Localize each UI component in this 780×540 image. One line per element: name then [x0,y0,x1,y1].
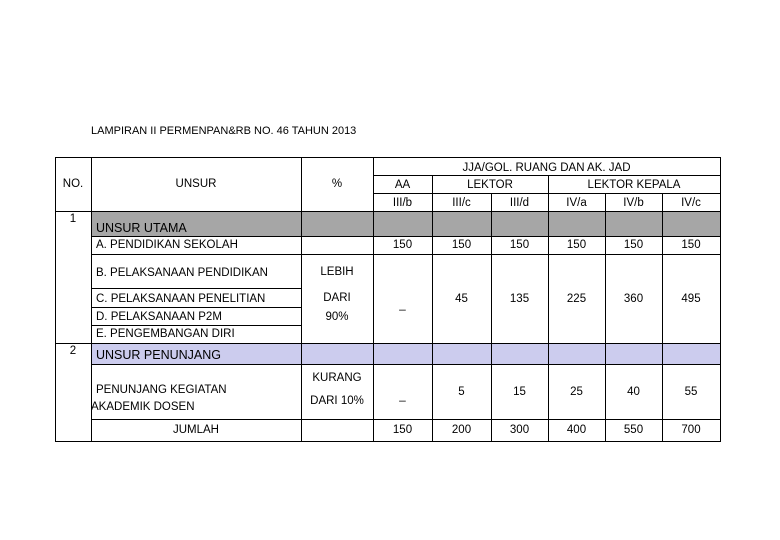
pendidikan-value-iii-b: 150 [392,239,413,251]
pendidikan-value-iv-c: 150 [681,239,701,251]
pendidikan-sekolah-label: A. PENDIDIKAN SEKOLAH [96,239,238,251]
jumlah-value-iv-b: 550 [623,424,644,436]
row-number-2: 2 [69,345,77,357]
penunjang-value-iv-a: 25 [570,386,583,398]
document-title: LAMPIRAN II PERMENPAN&RB NO. 46 TAHUN 2013 [91,125,357,137]
penunjang-label-line1: PENUNJANG KEGIATAN [96,384,227,396]
pendidikan-value-iv-b: 150 [623,239,644,251]
jumlah-value-iv-c: 700 [681,424,701,436]
utama-value-iii-c: 45 [455,293,468,305]
jumlah-value-iii-c: 200 [451,424,472,436]
penunjang-value-iv-c: 55 [684,386,698,398]
jumlah-label: JUMLAH [172,424,219,436]
pelaksanaan-p2m-label: D. PELAKSANAAN P2M [96,311,222,323]
penunjang-value-iv-b: 40 [627,386,640,398]
penunjang-value-iii-b: _ [399,390,406,402]
header-lektor: LEKTOR [467,179,513,191]
header-persen: % [331,178,343,190]
persen-penunjang-line1: KURANG [312,372,362,384]
pendidikan-value-iii-d: 150 [509,239,530,251]
header-no: NO. [62,178,84,190]
pelaksanaan-penelitian-label: C. PELAKSANAAN PENELITIAN [96,293,266,305]
header-gol-iv-a: IV/a [566,197,587,209]
jumlah-value-iv-a: 400 [566,424,587,436]
utama-value-iv-b: 360 [623,293,644,305]
penunjang-label-line2: AKADEMIK DOSEN [91,401,195,413]
utama-value-iv-a: 225 [566,293,587,305]
penunjang-value-iii-c: 5 [458,386,465,398]
row-number-1: 1 [69,213,77,225]
pelaksanaan-pendidikan-label: B. PELAKSANAAN PENDIDIKAN [96,267,268,279]
header-gol-iv-b: IV/b [623,197,644,209]
jumlah-value-iii-d: 300 [509,424,530,436]
header-gol-iii-d: III/d [509,197,530,209]
pendidikan-value-iv-a: 150 [566,239,587,251]
penunjang-value-iii-d: 15 [513,386,526,398]
persen-utama-line1: LEBIH [320,266,354,278]
unsur-penunjang-label: UNSUR PENUNJANG [96,348,222,362]
utama-value-iv-c: 495 [681,293,701,305]
utama-value-iii-d: 135 [509,293,530,305]
header-gol-iii-c: III/c [452,197,471,209]
persen-utama-line2: DARI [323,292,351,304]
header-unsur: UNSUR [175,178,217,190]
header-aa: AA [394,179,411,191]
header-jabatan: JJA/GOL. RUANG DAN AK. JAD [462,162,631,174]
pengembangan-diri-label: E. PENGEMBANGAN DIRI [96,328,235,340]
utama-value-iii-b: _ [399,299,406,311]
persen-utama-line3: 90% [325,311,349,323]
header-gol-iii-b: III/b [392,197,413,209]
pendidikan-value-iii-c: 150 [451,239,472,251]
header-lektor-kepala: LEKTOR KEPALA [587,179,681,191]
jumlah-value-iii-b: 150 [392,424,413,436]
header-gol-iv-c: IV/c [681,197,701,209]
unsur-utama-label: UNSUR UTAMA [96,221,187,235]
persen-penunjang-line2: DARI 10% [310,395,364,407]
